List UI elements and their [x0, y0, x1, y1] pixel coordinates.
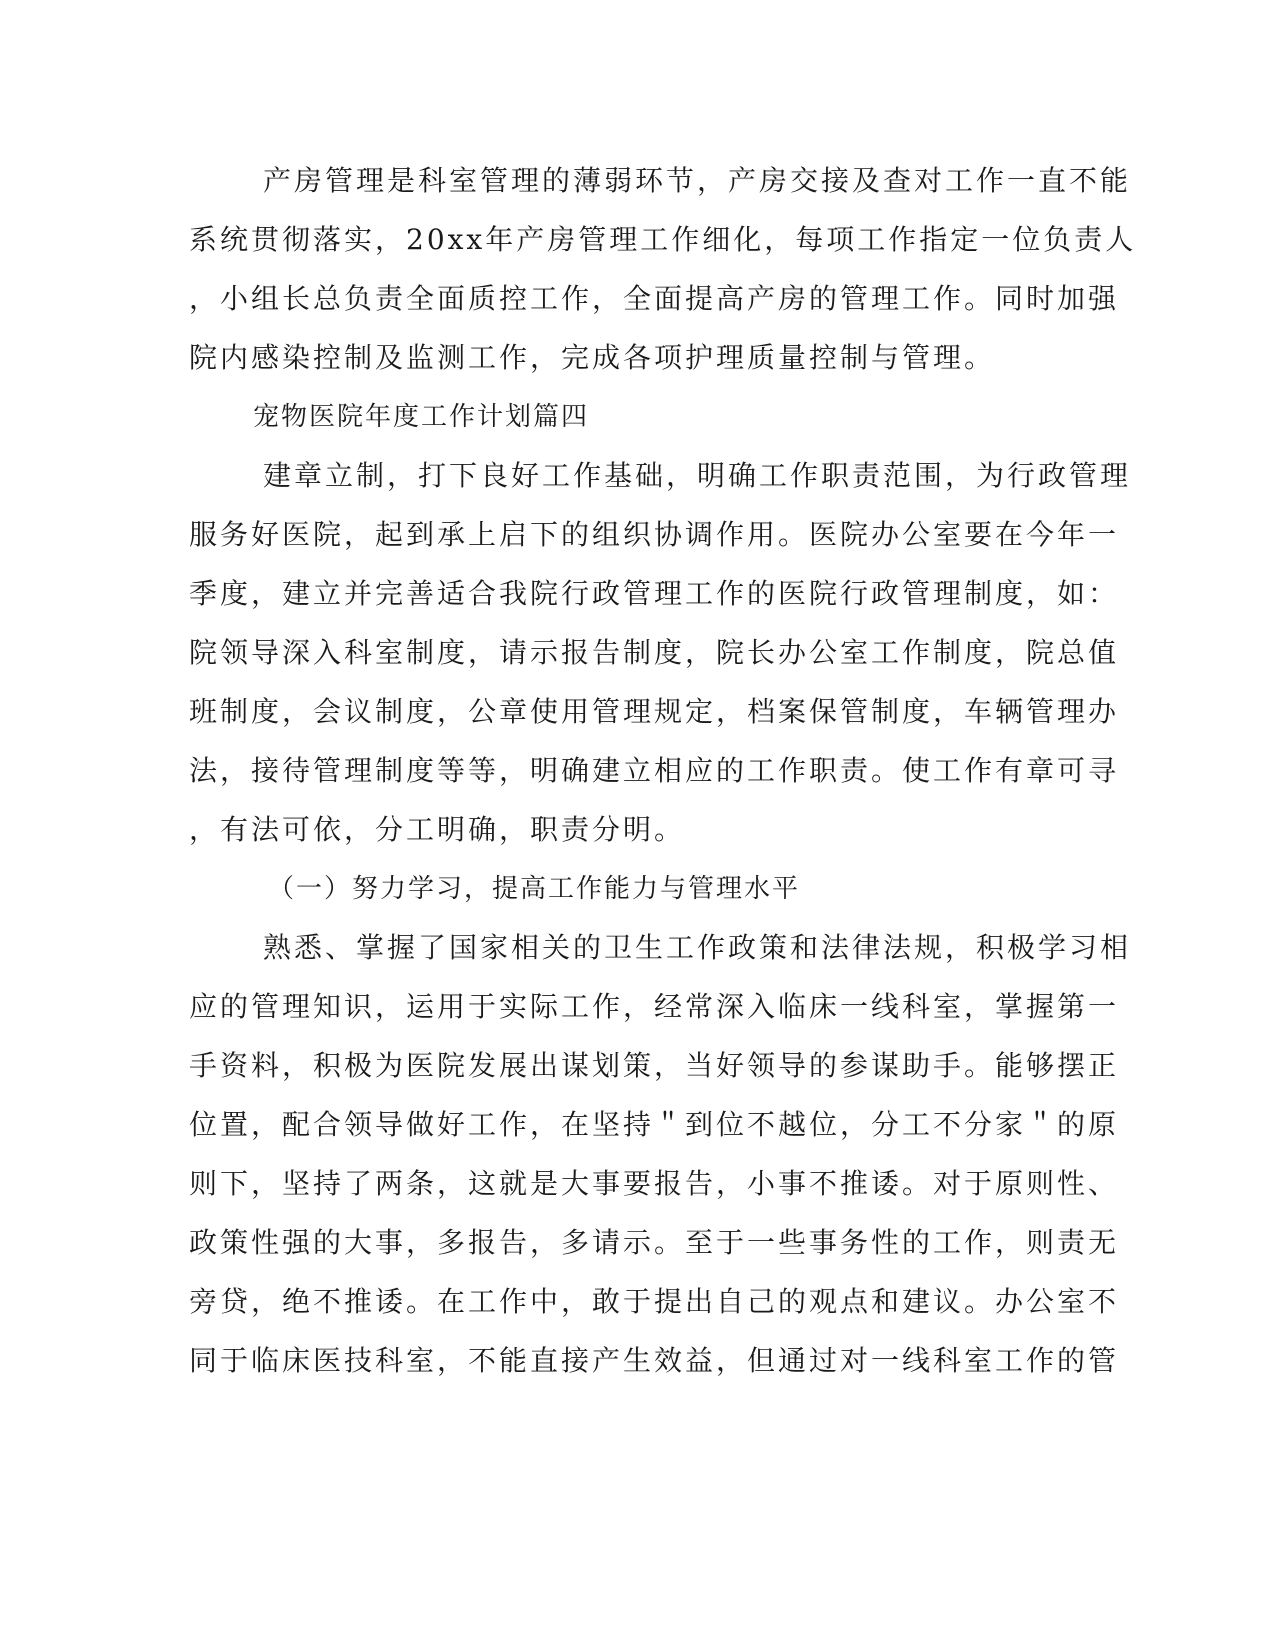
paragraph-3-line-1: 熟悉、掌握了国家相关的卫生工作政策和法律法规，积极学习相: [263, 931, 1132, 964]
paragraph-3-line-7: 旁贷，绝不推诿。在工作中，敢于提出自己的观点和建议。办公室不: [189, 1285, 1120, 1318]
paragraph-2-line-6: 法，接待管理制度等等，明确建立相应的工作职责。使工作有章可寻: [189, 754, 1120, 787]
paragraph-1-line-4: 院内感染控制及监测工作，完成各项护理质量控制与管理。: [189, 341, 996, 374]
paragraph-2-line-7: ，有法可依，分工明确，职责分明。: [189, 813, 686, 846]
paragraph-1-line-1: 产房管理是科室管理的薄弱环节，产房交接及查对工作一直不能: [263, 164, 1132, 197]
paragraph-3-line-4: 位置，配合领导做好工作，在坚持＂到位不越位，分工不分家＂的原: [189, 1108, 1120, 1141]
paragraph-3-line-6: 政策性强的大事，多报告，多请示。至于一些事务性的工作，则责无: [189, 1226, 1120, 1259]
paragraph-2-line-2: 服务好医院，起到承上启下的组织协调作用。医院办公室要在今年一: [189, 518, 1120, 551]
subheading: （一）努力学习，提高工作能力与管理水平: [268, 874, 801, 904]
paragraph-3-line-5: 则下，坚持了两条，这就是大事要报告，小事不推诿。对于原则性、: [189, 1167, 1120, 1200]
paragraph-2-line-3: 季度，建立并完善适合我院行政管理工作的医院行政管理制度，如：: [189, 577, 1120, 610]
section-title: 宠物医院年度工作计划篇四: [253, 402, 590, 432]
paragraph-3-line-8: 同于临床医技科室，不能直接产生效益，但通过对一线科室工作的管: [189, 1344, 1120, 1377]
paragraph-2-line-1: 建章立制，打下良好工作基础，明确工作职责范围，为行政管理: [263, 459, 1132, 492]
paragraph-3-line-2: 应的管理知识，运用于实际工作，经常深入临床一线科室，掌握第一: [189, 990, 1120, 1023]
paragraph-1-line-3: ，小组长总负责全面质控工作，全面提高产房的管理工作。同时加强: [189, 282, 1120, 315]
paragraph-2-line-5: 班制度，会议制度，公章使用管理规定，档案保管制度，车辆管理办: [189, 695, 1120, 728]
paragraph-2-line-4: 院领导深入科室制度，请示报告制度，院长办公室工作制度，院总值: [189, 636, 1120, 669]
paragraph-3-line-3: 手资料，积极为医院发展出谋划策，当好领导的参谋助手。能够摆正: [189, 1049, 1120, 1082]
paragraph-1-line-2: 系统贯彻落实，20xx年产房管理工作细化，每项工作指定一位负责人: [189, 223, 1137, 256]
